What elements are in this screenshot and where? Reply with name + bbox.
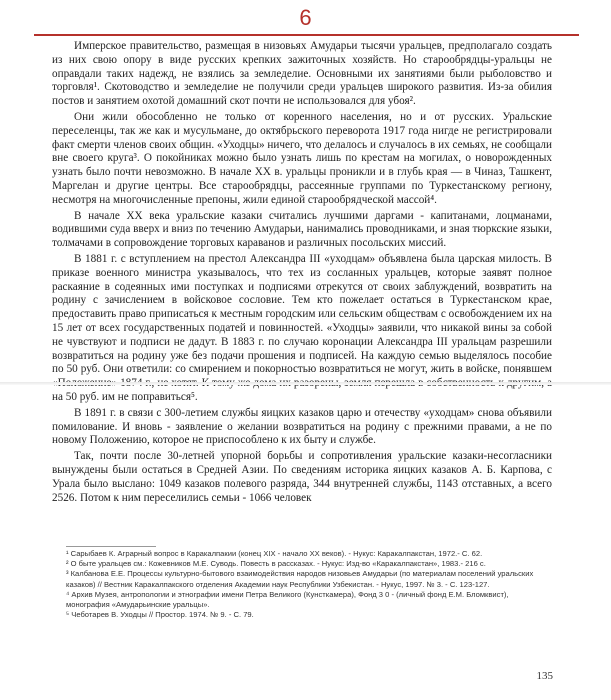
paragraph: В начале XX века уральские казаки считались лучшими даргами - капитанами, лоцманами, водившими суда вверх и вниз по течению Амударьи, нанимались проводниками, и зная тюркские языки, толмачами в сопровождение торговых караванов и различных посольских миссий. <box>52 209 552 250</box>
footnote-divider <box>66 546 156 547</box>
paragraph: В 1891 г. в связи с 300-летием службы яицких казаков царю и отечеству «уходцам» снова объявили помилование. И вновь - заявление о желании возвратиться на родину с прежними правами, а не по новому Положению, которое не приспособлено к их быту и службе. <box>52 406 552 447</box>
paragraph: Так, почти после 30-летней упорной борьбы и сопротивления уральские казаки-несогласники вынуждены были остаться в Средней Азии. По сведениям историка яицких казаков А. Б. Карпова, с Урала было выслано: 1049 казаков полевого разряда, 344 внутренней службы, 1143 отставных, а всего 2526. Потом к ним переселились семьи - 1066 человек <box>52 450 552 504</box>
header-rule <box>34 34 579 36</box>
page-number: 135 <box>536 670 553 682</box>
paragraph: В 1881 г. с вступлением на престол Александра III «уходцам» объявлена была царская милость. В приказе военного министра указывалось, что тех из сосланных уральцев, которые заявят полное раскаяние в содеянных ими поступках и подписями отрекутся от своих заблуждений, возвратить на родину с зачислением в войсковое сословие. Тем кто пожелает остаться в Туркестанском крае, предоставить право приписаться к местным городским или сельским обществам с освобождением их на 15 лет от всех государственных податей и повинностей. «Уходцы» заявили, что никакой вины за собой не чувствуют и подписи не дадут. В 1883 г. по случаю коронации Александра III уральцам разрешили возвратиться на родину уже без подачи прошения и подписей. На каждую семью выделялось пособие по 50 руб. Они ответили: со смирением и покорностью возвратиться не могут, жить в войске, понявшем на 50 руб. им не поправиться⁵. <box>52 252 552 403</box>
footnote: ² О быте уральцев см.: Кожевников М.Е. Суводь. Повесть в рассказах. - Нукус: Изд-во «Каракалпакстан», 1983.- 216 с. <box>66 559 486 569</box>
footnotes <box>66 549 546 620</box>
footnote: ⁴ Архив Музея, антропологии и этнографии имени Петра Великого (Кунсткамера), Фонд 3 0 - (личный фонд Е.М. Бломквист), монография «Амударьинские уральцы». <box>66 589 509 610</box>
footnote: ⁵ Чеботарев В. Уходцы // Простор. 1974. № 9. - С. 79. <box>66 610 254 620</box>
body-text <box>52 40 552 507</box>
paragraph: Они жили обособленно не только от коренного населения, но и от русских. Уральские переселенцы, так же как и мусульмане, до октябрьского переворота 1917 года нигде не регистрировали факт смерти членов своих общин. «Уходцы» ничего, что делалось и случалось в их семьях, не сообщали вне своего круга³. О покойниках можно было узнать лишь по крестам на могилах, о новорожденных узнать было почти невозможно. В начале XX в. уральцы проникли и в глубь края — в Чиназ, Ташкент, Маргелан и другие центры. Все старообрядцы, рассеянные группами по Туркестанскому региону, несмотря на многочисленные препоны, жили единой старообрядческой массой⁴. <box>52 110 552 206</box>
footnote: ¹ Сарыбаев К. Аграрный вопрос в Каракалпакии (конец XIX - начало XX веков). - Нукус: Каракалпакстан, 1972.- С. 62. <box>66 549 483 558</box>
scan-seam <box>0 382 611 385</box>
footnote: ³ Калбанова Е.Е. Процессы культурно-бытового взаимодействия народов низовьев Амударьи (по материалам поселений уральских казаков) // Вестник Каракалпакского отделения Академии наук Республики Узбекистан. - Нукус, 1997. № 3. - С. 123-127. <box>66 569 534 589</box>
paragraph: Имперское правительство, размещая в низовьях Амударьи тысячи уральцев, предполагало создать из них свою опору в виде русских крепких зажиточных хозяйств. Но старообрядцы-уральцы не оправдали таких надежд, не взялись за земледелие. Основными их занятиями были рыболовство и торговля¹. Скотоводство и земледелие не получили среди уральцев широкого развития. Из-за обилия постов и занятием охотой домашний скот почти не использовался для убоя². <box>52 40 552 108</box>
chapter-mark: 6 <box>299 5 312 30</box>
